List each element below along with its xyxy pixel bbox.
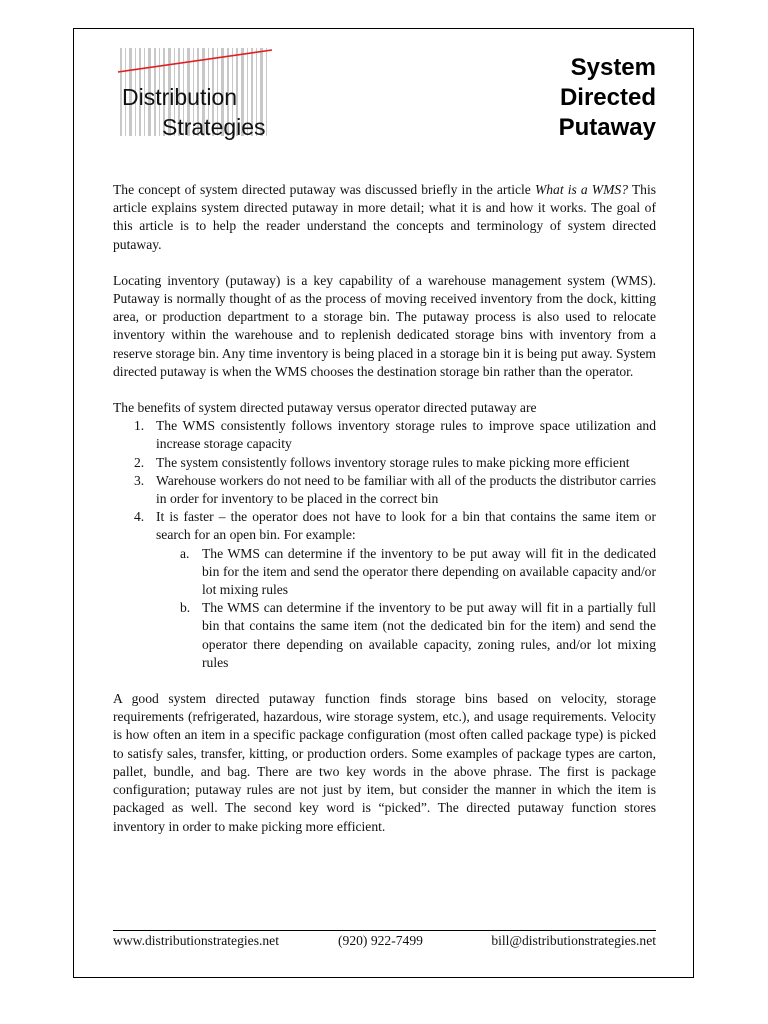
list-item-text: The WMS consistently follows inventory storage rules to improve space utilization and increase storage capacity xyxy=(156,418,656,452)
sub-list-item xyxy=(156,545,656,600)
list-number: 3. xyxy=(134,472,145,488)
footer-divider xyxy=(113,930,656,931)
sub-list-item-text: The WMS can determine if the inventory to be put away will fit in a partially full bin that contains the same item (not the dedicated bin for the item) and send the operator there depending on available capacity, zoning rules, and/or lot mixing rules xyxy=(202,600,656,670)
putaway-definition-paragraph: Locating inventory (putaway) is a key capability of a warehouse management system (WMS). Putaway is normally thought of as the process of moving received inventory from the dock, kitting area, or production department to a storage bin. The putaway process is also used to relocate inventory within the warehouse and to replenish dedicated storage bins with inventory from a reserve storage bin. Any time inventory is being placed in a storage bin it is being put away. System directed putaway is when the WMS chooses the destination storage bin rather than the operator. xyxy=(113,272,656,379)
benefits-intro: The benefits of system directed putaway versus operator directed putaway are xyxy=(113,400,537,416)
intro-text-2: This article explains system directed putaway in more detail; what it is and how it works. The goal of this article is to help the reader understand the concepts and terminology of system directed putaway. xyxy=(113,182,657,252)
sub-list-letter: b. xyxy=(180,600,191,616)
sub-list xyxy=(156,545,656,672)
article-reference: What is a WMS? xyxy=(534,182,628,197)
list-number: 2. xyxy=(134,454,145,470)
list-item xyxy=(113,508,656,672)
document-title xyxy=(559,53,656,143)
list-item-text: Warehouse workers do not need to be familiar with all of the products the distributor carries in order for inventory to be placed in the correct bin xyxy=(156,472,656,507)
intro-text-1: The concept of system directed putaway was discussed briefly in the article xyxy=(113,182,535,197)
title-line3: Putaway xyxy=(558,114,656,141)
velocity-paragraph: A good system directed putaway function finds storage bins based on velocity, storage requirements (refrigerated, hazardous, wire storage system, etc.), and usage requirements. Velocity is how often an item in a specific package configuration (most often called package type) is picked to satisfy sales, transfer, kitting, or production orders. Some examples of package types are carton, pallet, bundle, and bag. There are two key words in the above phrase. The first is package configuration; putaway rules are not just by item, but consider the manner in which the item is packaged as well. The second key word is “picked”. The directed putaway function stores inventory in order to make picking more efficient. xyxy=(113,691,656,834)
list-number: 4. xyxy=(134,509,145,525)
list-item xyxy=(113,454,656,472)
footer-website: www.distributionstrategies.net xyxy=(113,933,279,948)
benefits-list xyxy=(113,417,656,672)
title-line2: Directed xyxy=(559,84,656,111)
list-item xyxy=(113,417,656,453)
article-body xyxy=(113,181,656,836)
logo-text-line1: Distribution xyxy=(122,84,238,110)
logo-text-line2: Strategies xyxy=(162,114,266,140)
list-item-text: It is faster – the operator does not have to look for a bin that contains the same item or search for an open bin. For example: xyxy=(156,509,656,543)
sub-list-item-text: The WMS can determine if the inventory to be put away will fit in the dedicated bin for the item and send the operator there depending on available capacity and/or lot mixing rules xyxy=(202,545,656,598)
footer-email: bill@distributionstrategies.net xyxy=(491,933,656,948)
intro-paragraph xyxy=(113,181,656,254)
list-item xyxy=(113,472,656,508)
company-logo xyxy=(116,46,274,138)
list-item-text: The system consistently follows inventory storage rules to make picking more efficient xyxy=(156,454,630,470)
footer-phone: (920) 922-7499 xyxy=(338,933,423,948)
title-line1: System xyxy=(570,54,656,81)
list-number: 1. xyxy=(134,418,145,434)
sub-list-item xyxy=(156,599,656,672)
sub-list-letter: a. xyxy=(180,545,190,561)
